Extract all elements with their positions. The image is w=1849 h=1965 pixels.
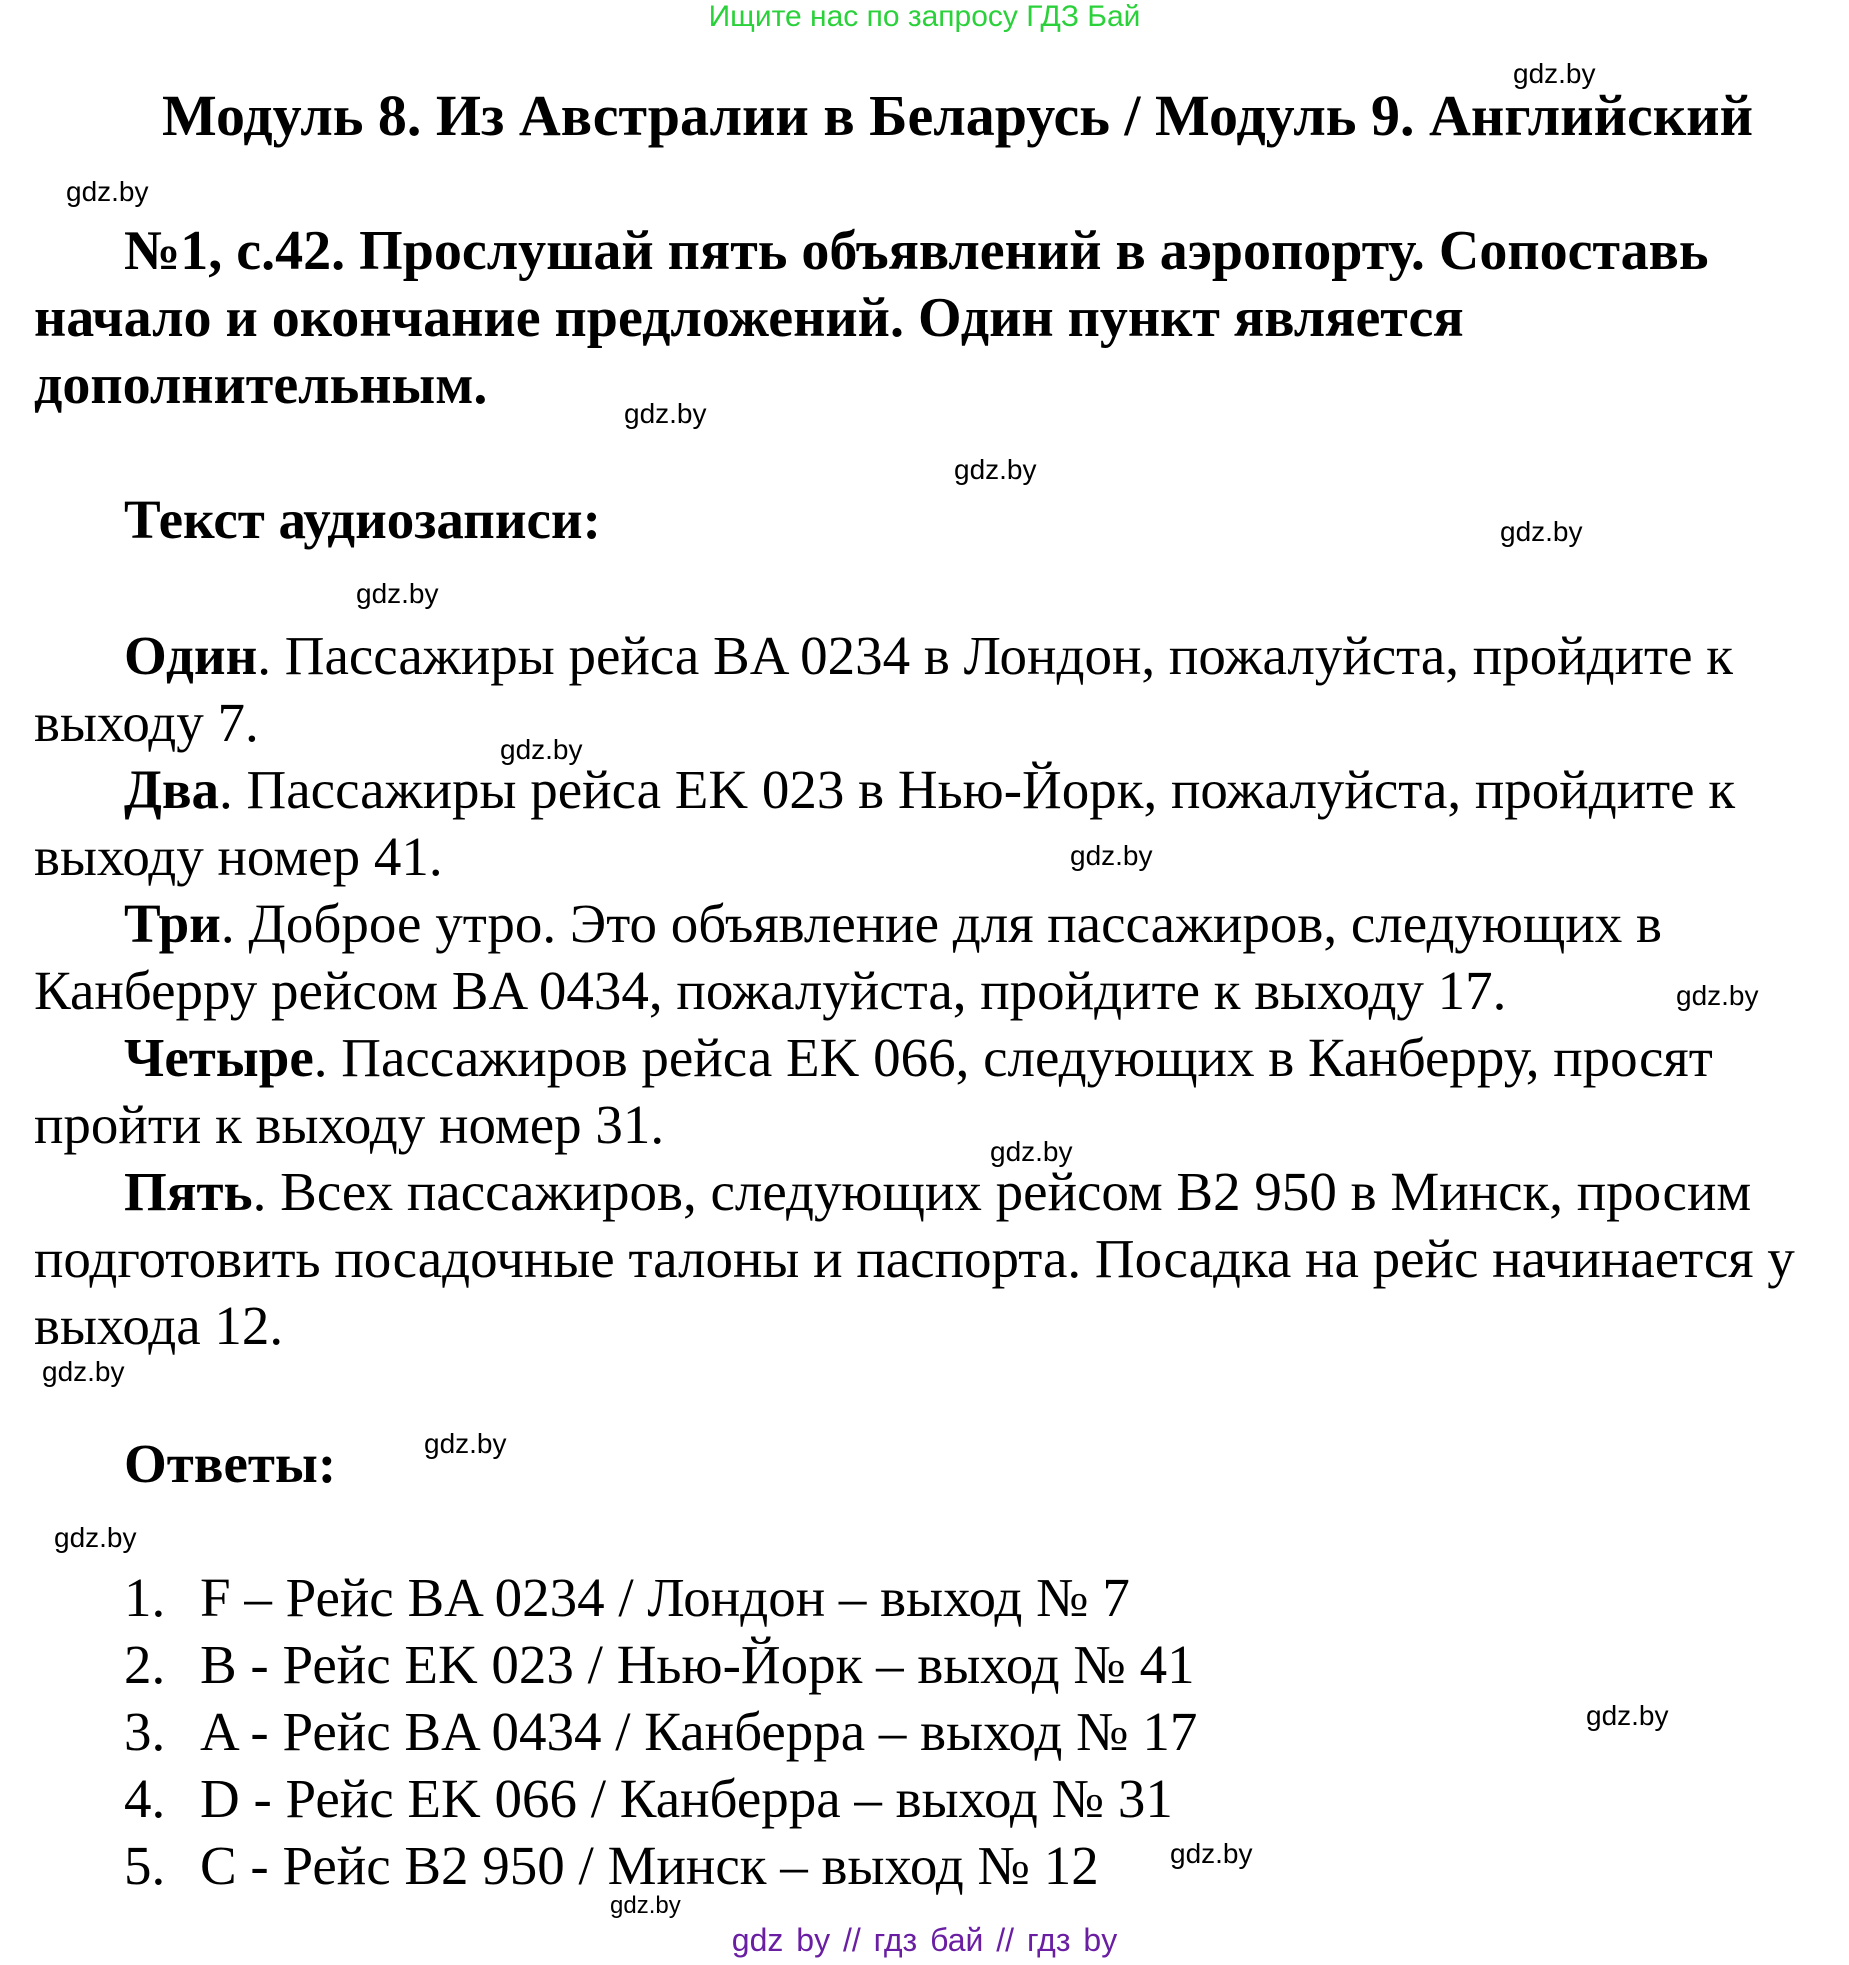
watermark: gdz.by: [1170, 1838, 1253, 1869]
watermark: gdz.by: [424, 1428, 507, 1459]
watermark: gdz.by: [1070, 840, 1153, 871]
watermark: gdz.by: [990, 1136, 1073, 1167]
watermark: gdz.by: [624, 398, 707, 429]
answer-text: F – Рейс BA 0234 / Лондон – выход № 7: [200, 1567, 1130, 1628]
answer-number: 4.: [124, 1768, 166, 1829]
watermark: gdz.by: [1500, 516, 1583, 547]
answer-text: A - Рейс BA 0434 / Канберра – выход № 17: [200, 1701, 1198, 1762]
answer-item: [124, 1767, 1173, 1830]
watermark: gdz.by: [1513, 58, 1596, 89]
answer-item: [124, 1566, 1130, 1629]
audio-item-label: Один: [124, 625, 258, 686]
module-title: Модуль 8. Из Австралии в Беларусь / Модуль 9. Английский: [162, 83, 1754, 148]
answer-text: D - Рейс EK 066 / Канберра – выход № 31: [200, 1768, 1173, 1829]
audio-item-label: Пять: [124, 1161, 253, 1222]
watermark: gdz.by: [1586, 1700, 1669, 1731]
answer-text: C - Рейс B2 950 / Минск – выход № 12: [200, 1835, 1099, 1896]
answer-item: [124, 1700, 1197, 1763]
audio-item-text: . Всех пассажиров, следующих рейсом B2 950 в Минск, просим подготовить посадочные талоны и паспорта. Посадка на рейс начинается у выхода 12.: [34, 1161, 1795, 1356]
watermark: gdz.by: [54, 1522, 137, 1553]
watermark: gdz.by: [500, 734, 583, 765]
audio-item-label: Четыре: [124, 1027, 314, 1088]
answer-item: [124, 1633, 1195, 1696]
audio-item-1: [34, 622, 1834, 756]
audio-item-4: [34, 1024, 1834, 1158]
audio-item-text: . Пассажиры рейса EK 023 в Нью-Йорк, пожалуйста, пройдите к выходу номер 41.: [34, 759, 1736, 887]
search-banner[interactable]: Ищите нас по запросу ГДЗ Бай: [708, 0, 1141, 33]
answers-heading: Ответы:: [124, 1433, 337, 1494]
watermark: gdz.by: [356, 578, 439, 609]
audio-item-5: [34, 1158, 1834, 1359]
answer-number: 3.: [124, 1701, 166, 1762]
watermark: gdz.by: [610, 1892, 681, 1919]
task-statement: №1, с.42. Прослушай пять объявлений в аэропорту. Сопоставь начало и окончание предложений. Один пункт является дополнительным.: [34, 220, 1709, 416]
answer-number: 1.: [124, 1567, 166, 1628]
audio-item-2: [34, 756, 1834, 890]
answer-text: B - Рейс EK 023 / Нью-Йорк – выход № 41: [200, 1634, 1195, 1695]
watermark: gdz.by: [954, 454, 1037, 485]
footer-links[interactable]: gdz by // гдз бай // гдз by: [731, 1922, 1118, 1958]
audio-item-3: [34, 890, 1834, 1024]
watermark: gdz.by: [42, 1356, 125, 1387]
answer-number: 5.: [124, 1835, 166, 1896]
answer-item: [124, 1834, 1099, 1897]
watermark: gdz.by: [1676, 980, 1759, 1011]
audio-item-text: . Пассажиров рейса EK 066, следующих в Канберру, просят пройти к выходу номер 31.: [34, 1027, 1713, 1155]
audio-item-text: . Доброе утро. Это объявление для пассажиров, следующих в Канберру рейсом BA 0434, пожалуйста, пройдите к выходу 17.: [34, 893, 1663, 1021]
audio-heading: Текст аудиозаписи:: [124, 489, 601, 550]
answer-number: 2.: [124, 1634, 166, 1695]
audio-item-text: . Пассажиры рейса BA 0234 в Лондон, пожалуйста, пройдите к выходу 7.: [34, 625, 1733, 753]
watermark: gdz.by: [66, 176, 149, 207]
audio-item-label: Два: [124, 759, 220, 820]
audio-item-label: Три: [124, 893, 221, 954]
